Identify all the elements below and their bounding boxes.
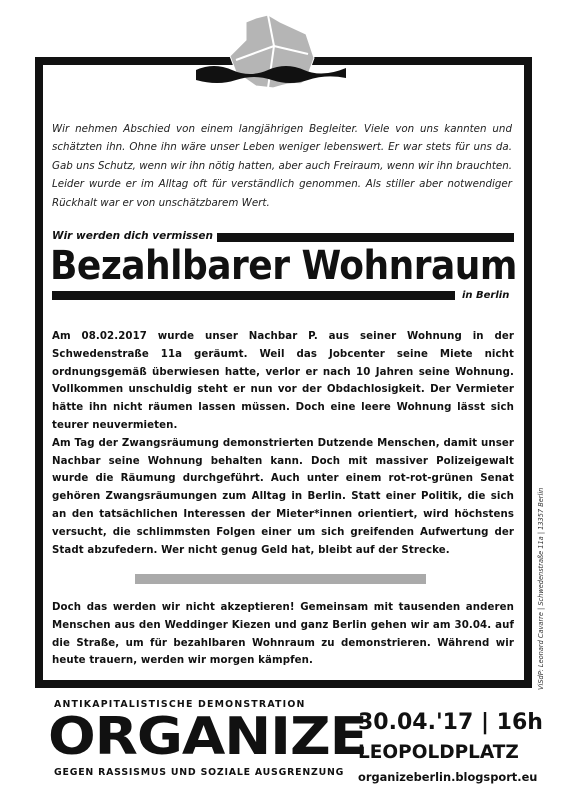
heading-bar-bottom [52,291,455,300]
body-paragraph-2: Am Tag der Zwangsräumung demonstrierten Dutzende Menschen, damit unser Nachbar seine Wohnung behalten kann. Doch mit massiver Polizeigewalt wurde die Räumung durchgeführt. Auch unter einem rot-rot-grünen Senat gehören Zwangsräumungen zum Alltag in Berlin. Statt einer Politik, die sich an den tatsächlichen Interessen der Mieter*innen orientiert, wird höchstens versucht, die schlimmsten Folgen einer um sich greifenden Aufwertung der Stadt abzufedern. Wer nicht genug Geld hat, bleibt auf der Strecke. [52,437,514,556]
body-paragraph-3: Doch das werden wir nicht akzeptieren! Gemeinsam mit tausenden anderen Menschen aus den Weddinger Kiezen und ganz Berlin gehen wir am 30.04. auf die Straße, um für bezahlbaren Wohnraum zu demonstrieren. Während wir heute trauern, werden wir morgen kämpfen. [52,602,514,667]
body-paragraph-1: Am 08.02.2017 wurde unser Nachbar P. aus seiner Wohnung in der Schwedenstraße 11a geräumt. Weil das Jobcenter seine Miete nicht ordnungsgemäß überwiesen hatte, verlor er nach 10 Jahren seine Wohnung. Vollkommen unschuldig steht er nun vor der Obdachlosigkeit. Der Vermieter hätte ihn nicht räumen lassen müssen. Doch eine leere Wohnung lässt sich teurer neuvermieten. [52,331,514,431]
intro-paragraph: Wir nehmen Abschied von einem langjährigen Begleiter. Viele von uns kannten und schätzten ihn. Ohne ihn wäre unser Leben weniger lebenswert. Er war stets für uns da. Gab uns Schutz, wenn wir ihn nötig hatten, aber auch Freiraum, wenn wir ihn brauchten. Leider wurde er im Alltag oft für verständlich genommen. Als stiller aber notwendiger Rückhalt war er von unschätzbarem Wert. [52,123,512,209]
body-block [52,328,514,559]
credit-line: ViSdP: Leonard Cavarre | Schwedenstraße 11a | 13357 Berlin [537,487,545,690]
heading-subtitle: Wir werden dich vermissen [52,230,214,242]
event-date: 30.04.'17 | 16h [358,710,543,735]
footer-title: ORGANIZE [48,707,367,767]
section-divider [135,574,426,584]
website-link[interactable]: organizeberlin.blogsport.eu [358,770,538,784]
heading-location: in Berlin [462,290,510,301]
sinking-house-icon [196,12,346,110]
footer-tagline: GEGEN RASSISMUS UND SOZIALE AUSGRENZUNG [54,767,345,778]
event-place: LEOPOLDPLATZ [358,742,519,763]
page-title: Bezahlbarer Wohnraum [50,243,517,289]
heading-bar-top [217,233,514,242]
footer-kicker: ANTIKAPITALISTISCHE DEMONSTRATION [54,699,306,710]
